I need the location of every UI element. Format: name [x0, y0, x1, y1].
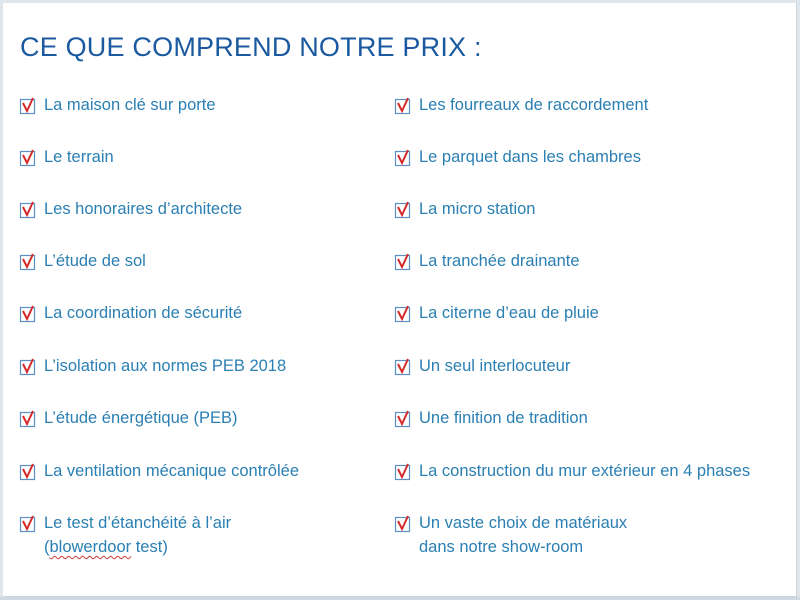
document-page: [3, 3, 797, 597]
list-item-label: Le terrain: [44, 148, 114, 166]
list-item-label: Un vaste choix de matériaux: [419, 514, 628, 532]
checkbox-icon: [394, 96, 414, 115]
page-title: CE QUE COMPREND NOTRE PRIX :: [20, 32, 482, 62]
list-item-label: Le parquet dans les chambres: [419, 148, 641, 166]
checkbox-icon: [19, 409, 39, 428]
checkbox-icon: [394, 200, 414, 219]
list-item-label: La maison clé sur porte: [44, 96, 216, 114]
list-item-label: La micro station: [419, 200, 536, 218]
list-item-label: Une finition de tradition: [419, 409, 588, 427]
checkbox-icon: [394, 252, 414, 271]
checkbox-icon: [19, 96, 39, 115]
checkbox-icon: [19, 200, 39, 219]
checkbox-icon: [19, 514, 39, 533]
list-item-label: La coordination de sécurité: [44, 304, 243, 322]
list-item-label: Les fourreaux de raccordement: [419, 96, 649, 114]
list-item-label: La construction du mur extérieur en 4 phases: [419, 462, 751, 480]
list-item-label-line2: dans notre show-room: [419, 538, 584, 556]
list-item-label: La ventilation mécanique contrôlée: [44, 462, 300, 480]
checkbox-icon: [19, 462, 39, 481]
checkbox-icon: [19, 304, 39, 323]
checkbox-icon: [394, 357, 414, 376]
list-item-label: L’étude énergétique (PEB): [44, 409, 238, 427]
checkbox-icon: [394, 514, 414, 533]
checkbox-icon: [19, 148, 39, 167]
checkbox-icon: [19, 252, 39, 271]
list-item-label: Un seul interlocuteur: [419, 357, 571, 375]
checkbox-icon: [19, 357, 39, 376]
checkbox-icon: [394, 148, 414, 167]
misspelled-word[interactable]: blowerdoor: [49, 538, 132, 556]
list-item-label: La citerne d’eau de pluie: [419, 304, 599, 322]
checkbox-icon: [394, 462, 414, 481]
checkbox-icon: [394, 304, 414, 323]
list-item-label: L’étude de sol: [44, 252, 146, 270]
list-item-label: Les honoraires d’architecte: [44, 200, 243, 218]
list-item-label: Le test d’étanchéité à l’air: [44, 514, 232, 532]
list-item-label: La tranchée drainante: [419, 252, 580, 270]
list-item-label-line2: (blowerdoor test): [44, 538, 168, 556]
list-item-label: L’isolation aux normes PEB 2018: [44, 357, 287, 375]
checkbox-icon: [394, 409, 414, 428]
